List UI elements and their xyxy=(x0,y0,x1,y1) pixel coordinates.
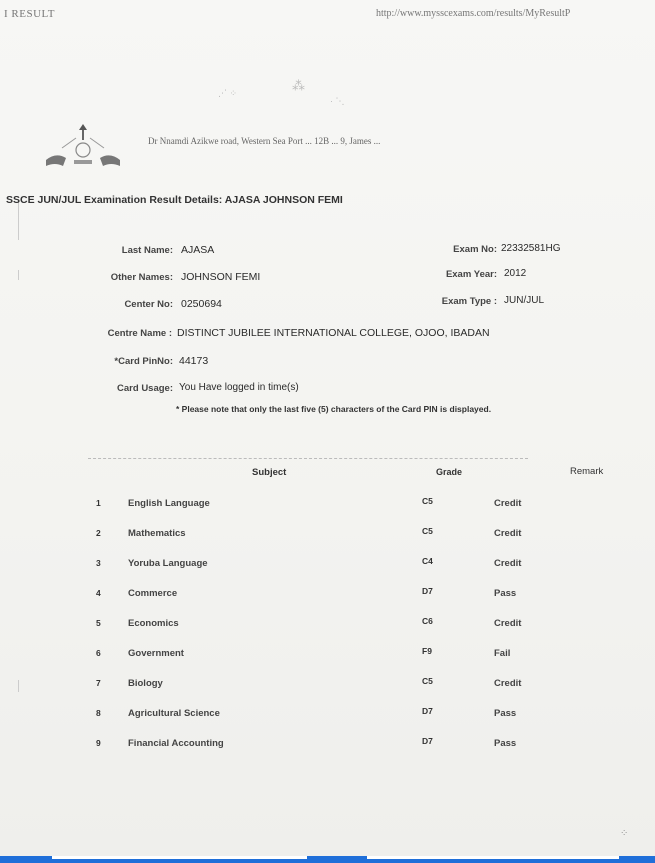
row-grade: C5 xyxy=(422,526,433,536)
exam-type-value: JUN/JUL xyxy=(504,295,545,306)
page-title: SSCE JUN/JUL Examination Result Details: AJASA JOHNSON FEMI xyxy=(6,194,343,206)
center-no-value: 0250694 xyxy=(181,298,222,310)
row-remark: Pass xyxy=(494,738,517,749)
pin-note: * Please note that only the last five (5) characters of the Card PIN is displayed. xyxy=(176,404,492,414)
row-grade: D7 xyxy=(422,586,433,596)
row-subject: Financial Accounting xyxy=(128,738,224,749)
exam-year-label: Exam Year: xyxy=(445,269,497,280)
row-number: 6 xyxy=(96,648,101,658)
bottom-bar-gap xyxy=(52,856,307,859)
row-grade: D7 xyxy=(422,706,433,716)
header-url: http://www.mysscexams.com/results/MyResultP xyxy=(376,8,571,19)
row-number: 3 xyxy=(96,558,101,568)
row-remark: Fail xyxy=(494,648,511,659)
centre-name-label: Centre Name : xyxy=(107,328,172,339)
row-number: 9 xyxy=(96,738,101,748)
school-address: Dr Nnamdi Azikwe road, Western Sea Port ... 12B ... 9, James ... xyxy=(148,136,381,146)
card-usage-value: You Have logged in time(s) xyxy=(179,382,299,393)
row-grade: F9 xyxy=(422,646,432,656)
row-subject: Economics xyxy=(128,618,179,629)
row-number: 1 xyxy=(96,498,101,508)
row-remark: Credit xyxy=(494,498,522,509)
row-number: 8 xyxy=(96,708,101,718)
row-subject: English Language xyxy=(128,498,210,509)
centre-name-value: DISTINCT JUBILEE INTERNATIONAL COLLEGE, OJOO, IBADAN xyxy=(177,327,490,339)
row-remark: Pass xyxy=(494,588,517,599)
row-remark: Credit xyxy=(494,558,522,569)
row-grade: C6 xyxy=(422,616,433,626)
scan-noise: ⋰ ⁘ xyxy=(218,88,238,98)
other-names-label: Other Names: xyxy=(110,272,173,283)
exam-type-label: Exam Type : xyxy=(441,296,497,307)
scan-noise: ⁂ xyxy=(292,78,305,93)
row-remark: Credit xyxy=(494,618,522,629)
other-names-value: JOHNSON FEMI xyxy=(181,271,261,283)
row-remark: Credit xyxy=(494,528,522,539)
row-number: 4 xyxy=(96,588,101,598)
row-subject: Agricultural Science xyxy=(128,708,220,719)
row-number: 5 xyxy=(96,618,101,628)
last-name-value: AJASA xyxy=(181,244,215,256)
header-left-text: I RESULT xyxy=(4,8,55,20)
row-remark: Credit xyxy=(494,678,522,689)
bottom-bar-gap xyxy=(367,856,619,859)
row-number: 7 xyxy=(96,678,101,688)
row-grade: C5 xyxy=(422,496,433,506)
exam-no-label: Exam No: xyxy=(453,244,497,255)
row-grade: C4 xyxy=(422,556,433,566)
row-subject: Yoruba Language xyxy=(128,558,208,569)
left-border-mark xyxy=(18,270,19,280)
remark-header: Remark xyxy=(570,466,604,477)
row-subject: Government xyxy=(128,648,184,659)
center-no-label: Center No: xyxy=(124,299,173,310)
row-number: 2 xyxy=(96,528,101,538)
left-border-mark xyxy=(18,200,19,240)
exam-no-value: 22332581HG xyxy=(501,243,561,254)
school-crest-logo xyxy=(38,120,128,178)
card-pin-label: *Card PinNo: xyxy=(114,356,173,367)
table-divider xyxy=(88,458,528,459)
row-remark: Pass xyxy=(494,708,517,719)
left-border-mark xyxy=(18,680,19,692)
row-subject: Mathematics xyxy=(128,528,186,539)
card-pin-value: 44173 xyxy=(179,355,209,367)
scan-noise: · ⋱ xyxy=(330,96,345,106)
exam-year-value: 2012 xyxy=(504,268,527,279)
grade-header: Grade xyxy=(436,467,463,477)
corner-scan-mark: ⁘ xyxy=(620,828,629,839)
card-usage-label: Card Usage: xyxy=(117,383,173,394)
row-grade: C5 xyxy=(422,676,433,686)
row-subject: Biology xyxy=(128,678,163,689)
subject-header: Subject xyxy=(252,467,287,478)
last-name-label: Last Name: xyxy=(121,245,173,256)
row-subject: Commerce xyxy=(128,588,178,599)
row-grade: D7 xyxy=(422,736,433,746)
